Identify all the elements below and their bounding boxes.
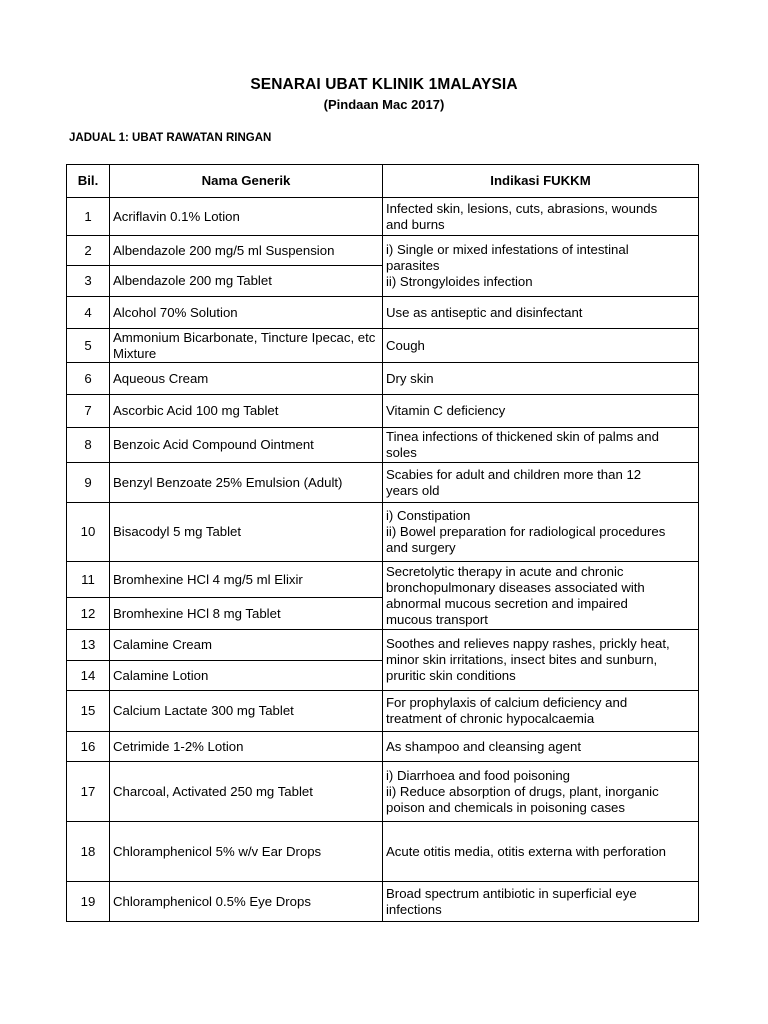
indikasi-line: Broad spectrum antibiotic in superficial eye [386,885,637,901]
table-row [67,236,699,266]
indikasi-line: soles [386,445,417,460]
bil-cell: 12 [67,598,110,630]
table-row [67,630,699,661]
nama-generik-cell: Calamine Cream [110,630,383,661]
bil-cell: 3 [67,266,110,297]
bil-cell: 18 [67,822,110,882]
indikasi-line: Scabies for adult and children more than 12 [386,466,642,482]
bil-cell: 14 [67,661,110,691]
indikasi-line: Vitamin C deficiency [386,403,506,418]
bil-cell: 15 [67,691,110,732]
bil-cell: 9 [67,463,110,503]
table-row [67,395,699,428]
indikasi-line: As shampoo and cleansing agent [386,738,582,754]
indikasi-line: Acute otitis media, otitis externa with perforation [386,843,667,859]
indikasi-line: Dry skin [386,370,434,386]
table-row [67,329,699,363]
indikasi-line: ii) Bowel preparation for radiological procedures [386,524,666,539]
table-row [67,463,699,503]
indikasi-line: Infected skin, lesions, cuts, abrasions, wounds [386,200,658,216]
table-row [67,198,699,236]
table-row [67,428,699,463]
table-row [67,732,699,762]
nama-generik-cell: Cetrimide 1-2% Lotion [110,732,383,762]
bil-cell: 11 [67,562,110,598]
nama-generik-cell: Albendazole 200 mg/5 ml Suspension [110,236,383,266]
indikasi-line: i) Diarrhoea and food poisoning [386,767,571,783]
nama-generik-cell: Chloramphenicol 5% w/v Ear Drops [110,822,383,882]
table-row [67,503,699,562]
nama-generik-cell: Benzoic Acid Compound Ointment [110,428,383,463]
bil-cell: 5 [67,329,110,363]
bil-cell: 17 [67,762,110,822]
indikasi-line: infections [386,901,442,917]
nama-generik-cell: Ascorbic Acid 100 mg Tablet [110,395,383,428]
indikasi-line: ii) Reduce absorption of drugs, plant, inorganic [386,783,659,799]
indikasi-cell [383,463,699,503]
table-row [67,822,699,882]
indikasi-line: Soothes and relieves nappy rashes, prickly heat, [386,636,670,651]
indikasi-line: pruritic skin conditions [386,668,516,683]
indikasi-line: ii) Strongyloides infection [386,274,533,289]
indikasi-line: Tinea infections of thickened skin of palms and [386,429,659,444]
nama-generik-cell: Chloramphenicol 0.5% Eye Drops [110,882,383,922]
indikasi-line: poison and chemicals in poisoning cases [386,799,625,815]
bil-cell: 8 [67,428,110,463]
bil-cell: 2 [67,236,110,266]
nama-generik-cell: Aqueous Cream [110,363,383,395]
bil-cell: 1 [67,198,110,236]
indikasi-line: Secretolytic therapy in acute and chronic [386,563,624,579]
nama-generik-cell: Bromhexine HCl 8 mg Tablet [110,598,383,630]
indikasi-cell [383,562,699,630]
bil-cell: 19 [67,882,110,922]
table-row [67,562,699,598]
indikasi-line: For prophylaxis of calcium deficiency and [386,695,628,710]
indikasi-cell [383,297,699,329]
indikasi-line: parasites [386,258,440,273]
indikasi-cell [383,363,699,395]
bil-cell: 10 [67,503,110,562]
bil-cell: 4 [67,297,110,329]
indikasi-line: bronchopulmonary diseases associated with [386,579,645,595]
indikasi-cell [383,732,699,762]
indikasi-cell [383,822,699,882]
table-row [67,297,699,329]
nama-generik-cell: Albendazole 200 mg Tablet [110,266,383,297]
indikasi-line: minor skin irritations, insect bites and sunburn, [386,652,658,667]
indikasi-cell [383,198,699,236]
header-bil: Bil. [67,165,110,198]
indikasi-line: and burns [386,216,445,232]
indikasi-line: Use as antiseptic and disinfectant [386,304,583,320]
drug-table [66,164,699,922]
bil-cell: 13 [67,630,110,661]
nama-generik-cell: Alcohol 70% Solution [110,297,383,329]
indikasi-cell [383,395,699,428]
indikasi-cell [383,236,699,297]
indikasi-cell [383,630,699,691]
table-row [67,691,699,732]
bil-cell: 6 [67,363,110,395]
bil-cell: 7 [67,395,110,428]
indikasi-cell [383,762,699,822]
indikasi-line: treatment of chronic hypocalcaemia [386,711,595,726]
nama-generik-cell: Charcoal, Activated 250 mg Tablet [110,762,383,822]
nama-generik-cell: Benzyl Benzoate 25% Emulsion (Adult) [110,463,383,503]
indikasi-line: Cough [386,337,425,353]
document-title: SENARAI UBAT KLINIK 1MALAYSIA [250,76,518,93]
indikasi-line: i) Constipation [386,508,471,523]
indikasi-cell [383,428,699,463]
section-heading: JADUAL 1: UBAT RAWATAN RINGAN [69,132,272,144]
indikasi-cell [383,503,699,562]
nama-generik-cell: Calcium Lactate 300 mg Tablet [110,691,383,732]
nama-generik-cell: Bromhexine HCl 4 mg/5 ml Elixir [110,562,383,598]
nama-generik-cell: Bisacodyl 5 mg Tablet [110,503,383,562]
indikasi-line: abnormal mucous secretion and impaired [386,595,628,611]
header-indikasi: Indikasi FUKKM [383,165,699,198]
table-body [67,198,699,922]
indikasi-line: mucous transport [386,611,488,627]
nama-generik-cell: Acriflavin 0.1% Lotion [110,198,383,236]
table-row [67,363,699,395]
header-nama-generik: Nama Generik [110,165,383,198]
indikasi-line: i) Single or mixed infestations of intestinal [386,242,629,257]
table-row [67,882,699,922]
indikasi-line: years old [386,482,440,498]
table-row [67,762,699,822]
nama-generik-cell: Calamine Lotion [110,661,383,691]
indikasi-line: and surgery [386,540,456,555]
indikasi-cell [383,691,699,732]
indikasi-cell [383,329,699,363]
table-header-row [67,165,699,198]
nama-generik-cell: Ammonium Bicarbonate, Tincture Ipecac, etc Mixture [110,329,383,363]
document-subtitle: (Pindaan Mac 2017) [323,97,445,112]
bil-cell: 16 [67,732,110,762]
indikasi-cell [383,882,699,922]
